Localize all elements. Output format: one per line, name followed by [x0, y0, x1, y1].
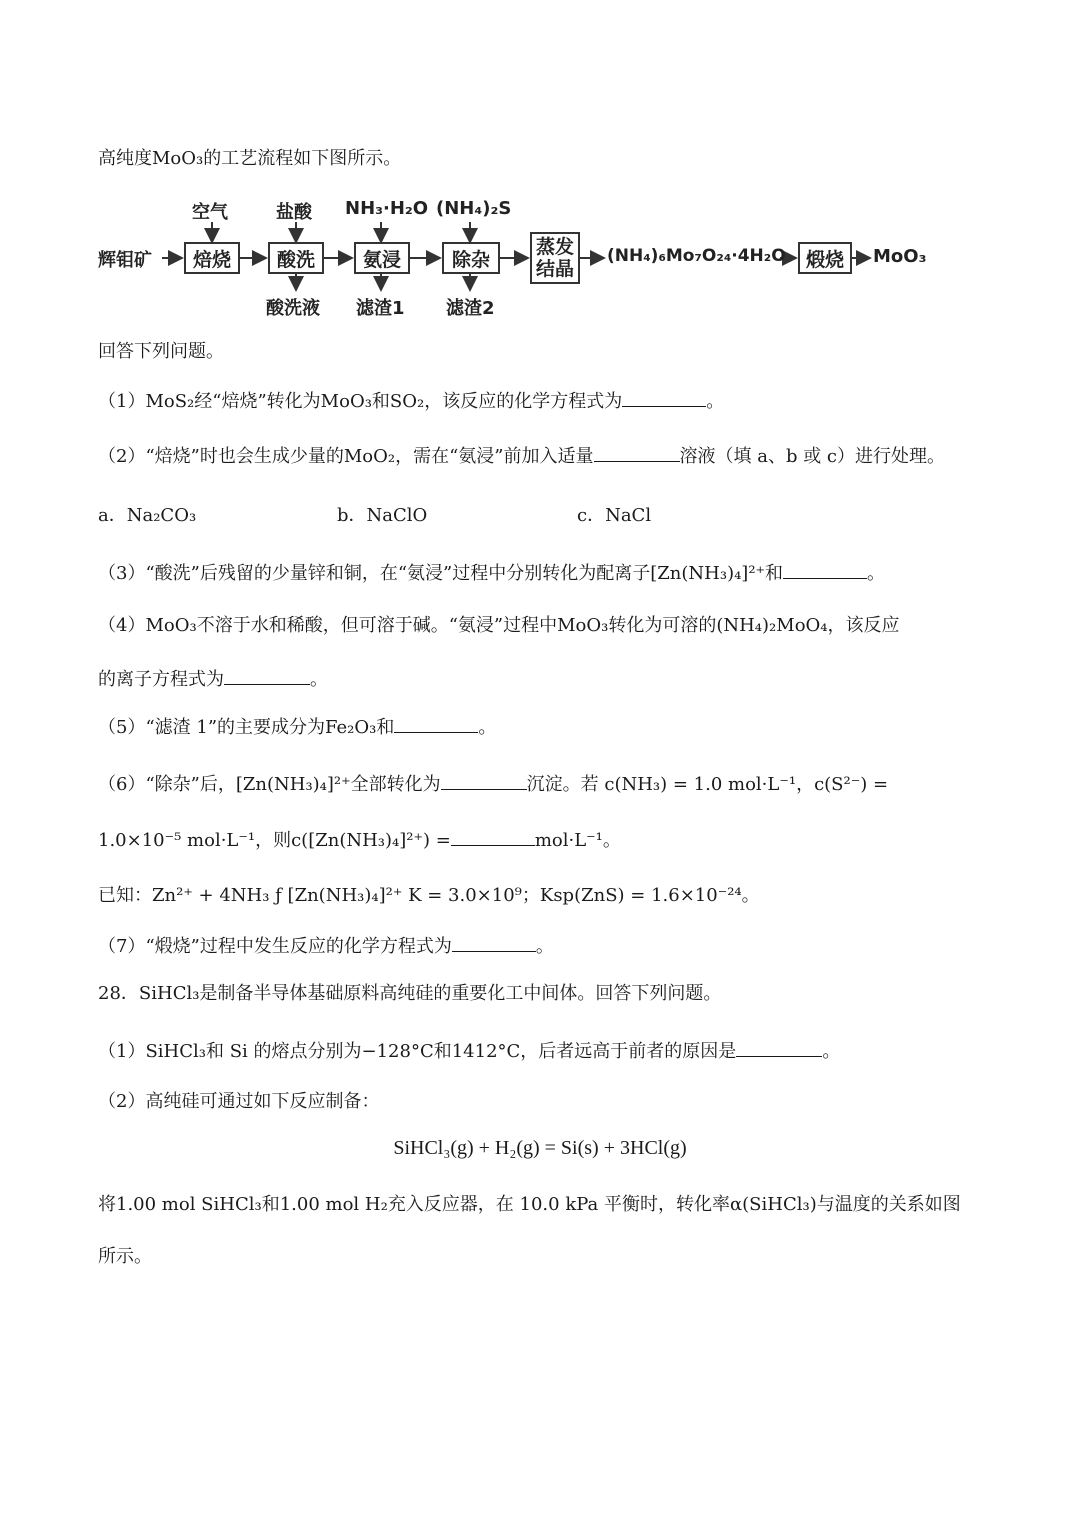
flow-product-label: MoO₃: [873, 246, 927, 267]
q4-answer-blank[interactable]: [224, 666, 310, 685]
q1-text: MoS₂经“焙烧”转化为MoO₃和SO₂，该反应的化学方程式为: [145, 391, 623, 412]
q1-end: 。: [706, 391, 725, 412]
q6-text-c: 1.0×10⁻⁵ mol·L⁻¹，则c([Zn(NH₃)₄]²⁺) =: [98, 830, 451, 851]
problem-28-question-2-desc: 将1.00 mol SiHCl₃和1.00 mol H₂充入反应器，在 10.0 kPa 平衡时，转化率α(SiHCl₃)与温度的关系如图: [98, 1194, 961, 1215]
flow-input-hcl: 盐酸: [276, 202, 312, 223]
q7-answer-blank[interactable]: [452, 933, 536, 952]
flow-start-label: 辉钼矿: [98, 250, 152, 271]
q6-answer-blank-1[interactable]: [441, 771, 527, 790]
reaction-equation: SiHCl₃(g) + H₂(g) = Si(s) + 3HCl(g): [393, 1137, 687, 1159]
flow-box-impurity-removal: 除杂: [442, 242, 500, 274]
answer-prompt: 回答下列问题。: [98, 341, 224, 362]
question-2: [98, 443, 984, 469]
q7-end: 。: [535, 936, 554, 957]
q1-number: （1）: [98, 391, 146, 412]
flow-box-ammonia-leach: 氨浸: [354, 242, 410, 274]
flow-box-crystallize-label: 结晶: [535, 258, 574, 280]
question-4-line2: [98, 666, 984, 692]
intro-text: 高纯度MoO₃的工艺流程如下图所示。: [98, 148, 402, 169]
q6-answer-blank-2[interactable]: [451, 827, 535, 846]
flow-input-ammonium-sulfide: (NH₄)₂S: [436, 198, 512, 219]
flow-intermediate-label: (NH₄)₆Mo₇O₂₄·4H₂O: [607, 246, 786, 266]
q6-text-a: （6）“除杂”后，[Zn(NH₃)₄]²⁺全部转化为: [98, 774, 441, 795]
question-7: [98, 933, 984, 959]
problem-28-title: 28．SiHCl₃是制备半导体基础原料高纯硅的重要化工中间体。回答下列问题。: [98, 983, 722, 1004]
option-a: a．Na₂CO₃: [98, 505, 197, 526]
q1-answer-blank[interactable]: [622, 388, 706, 407]
flow-box-evaporate-crystallize: [530, 232, 580, 284]
problem-28-question-2-end: 所示。: [98, 1246, 152, 1267]
q3-text: （3）“酸洗”后残留的少量锌和铜，在“氨浸”过程中分别转化为配离子[Zn(NH₃)₄]²⁺和: [98, 563, 784, 584]
q5-answer-blank[interactable]: [394, 714, 478, 733]
q5-text: （5）“滤渣 1”的主要成分为Fe₂O₃和: [98, 717, 395, 738]
q2-answer-blank[interactable]: [594, 443, 680, 462]
flow-output-residue-1: 滤渣1: [356, 298, 405, 319]
flow-box-acid-wash: 酸洗: [268, 242, 324, 274]
q4-end: 。: [310, 669, 328, 690]
q6-text-d: mol·L⁻¹。: [534, 830, 621, 851]
p28q1-answer-blank[interactable]: [736, 1038, 822, 1057]
q3-end: 。: [867, 563, 886, 584]
known-conditions: 已知：Zn²⁺ + 4NH₃ ƒ [Zn(NH₃)₄]²⁺ K = 3.0×10⁹；Ksp(ZnS) = 1.6×10⁻²⁴。: [98, 885, 760, 906]
p28q1-end: 。: [822, 1041, 841, 1062]
flow-box-evaporate-label: 蒸发: [535, 236, 574, 258]
flow-input-air: 空气: [192, 202, 228, 223]
problem-28-question-2: （2）高纯硅可通过如下反应制备：: [98, 1091, 380, 1112]
q5-end: 。: [478, 717, 497, 738]
flow-input-ammonia: NH₃·H₂O: [345, 198, 429, 219]
q2-text-a: （2）“焙烧”时也会生成少量的MoO₂，需在“氨浸”前加入适量: [98, 446, 594, 467]
q4-text-b: 的离子方程式为: [98, 669, 224, 690]
problem-28-question-1: [98, 1038, 984, 1064]
q2-text-b: 溶液（填 a、b 或 c）进行处理。: [679, 446, 945, 467]
flow-output-residue-2: 滤渣2: [446, 298, 495, 319]
question-3: [98, 560, 984, 586]
q3-answer-blank[interactable]: [783, 560, 867, 579]
option-c: c．NaCl: [577, 505, 652, 526]
question-6-line2: [98, 827, 984, 853]
question-4-line1: （4）MoO₃不溶于水和稀酸，但可溶于碱。“氨浸”过程中MoO₃转化为可溶的(NH₄)₂MoO₄，该反应: [98, 615, 900, 636]
flow-output-acid-wash-liquid: 酸洗液: [266, 298, 320, 319]
question-1: [98, 388, 984, 414]
q7-text: （7）“煅烧”过程中发生反应的化学方程式为: [98, 936, 452, 957]
option-b: b．NaClO: [337, 505, 428, 526]
q6-text-b: 沉淀。若 c(NH₃) = 1.0 mol·L⁻¹，c(S²⁻) =: [526, 774, 889, 795]
p28q1-text: （1）SiHCl₃和 Si 的熔点分别为−128°C和1412°C，后者远高于前者的原因是: [98, 1041, 737, 1062]
question-5: [98, 714, 984, 740]
question-6-line1: [98, 771, 984, 797]
flow-box-roasting: 焙烧: [184, 242, 240, 274]
flow-box-calcination: 煅烧: [798, 242, 852, 274]
